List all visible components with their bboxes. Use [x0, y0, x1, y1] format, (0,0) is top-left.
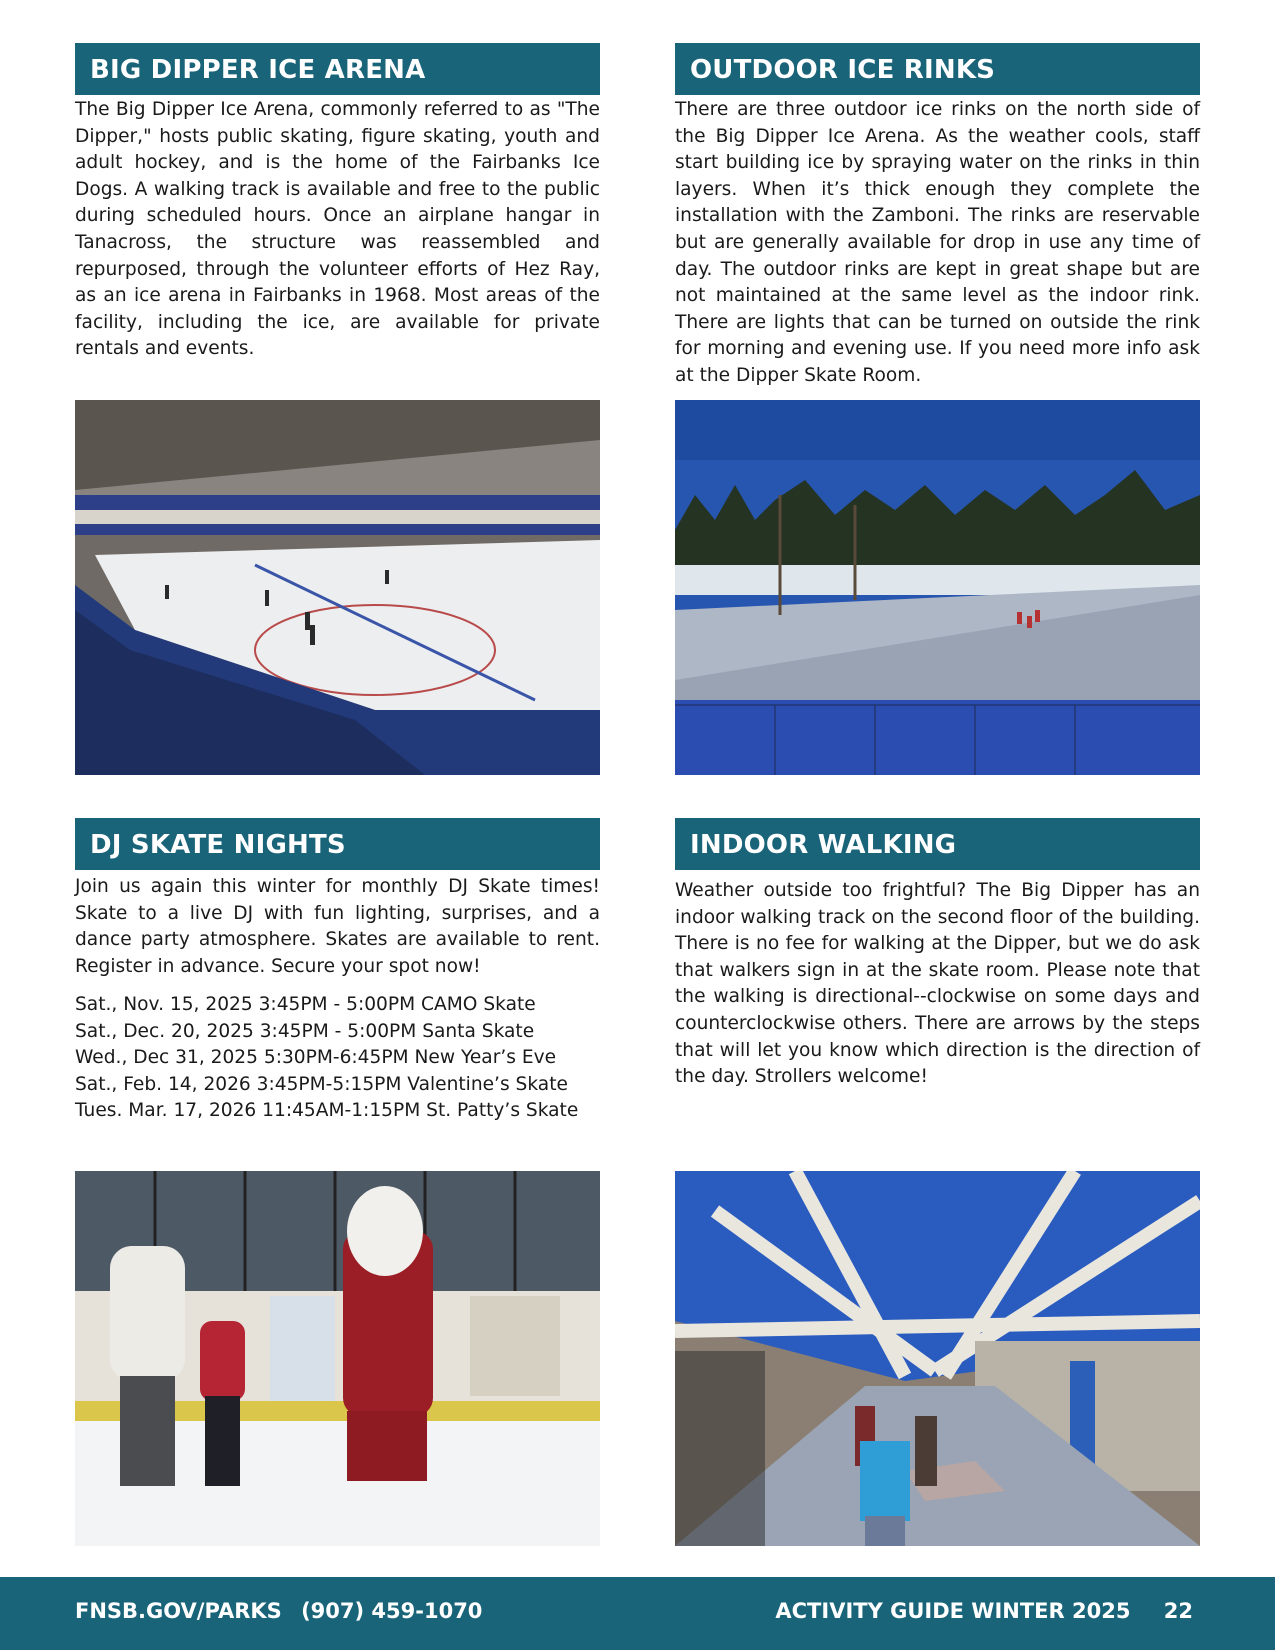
dj-skate-schedule [75, 992, 600, 1125]
footer-page-number: 22 [1163, 1599, 1193, 1623]
footer-guide-title: ACTIVITY GUIDE WINTER 2025 [775, 1599, 1131, 1623]
footer-guide-info [775, 1599, 1193, 1623]
dj-skate-description: Join us again this winter for monthly DJ Skate times! Skate to a live DJ with fun lighting, surprises, and a dance party atmosphere. Skates are available to rent. Register in advance. Secure your spot now! [75, 876, 600, 977]
big-dipper-description: The Big Dipper Ice Arena, commonly referred to as "The Dipper," hosts public skating, figure skating, youth and adult hockey, and is the home of the Fairbanks Ice Dogs. A walking track is available and free to the public during scheduled hours. Once an airplane hangar in Tanacross, the structure was reassembled and repurposed, through the volunteer efforts of Hez Ray, as an ice arena in Fairbanks in 1968. Most areas of the facility, including the ice, are available for private rentals and events. [75, 99, 600, 360]
footer-contact [75, 1599, 482, 1623]
section-title-outdoor-rinks: OUTDOOR ICE RINKS [675, 43, 1200, 95]
section-outdoor-rinks [675, 43, 1200, 390]
schedule-row: Sat., Dec. 20, 2025 3:45PM - 5:00PM Santa Skate [75, 1020, 535, 1042]
schedule-row: Wed., Dec 31, 2025 5:30PM-6:45PM New Year’s Eve [75, 1047, 557, 1069]
indoor-walking-photo [675, 1171, 1200, 1546]
section-big-dipper [75, 43, 600, 363]
schedule-row: Sat., Feb. 14, 2026 3:45PM-5:15PM Valentine’s Skate [75, 1073, 568, 1095]
outdoor-rink-photo [675, 400, 1200, 775]
outdoor-rinks-description: There are three outdoor ice rinks on the north side of the Big Dipper Ice Arena. As the weather cools, staff start building ice by spraying water on the rinks in thin layers. When it’s thick enough they complete the installation with the Zamboni. The rinks are reservable but are generally available for drop in use any time of day. The outdoor rinks are kept in great shape but are not maintained at the same level as the indoor rink. There are lights that can be turned on outside the rink for morning and evening use. If you need more info ask at the Dipper Skate Room. [675, 99, 1200, 386]
arena-interior-photo [75, 400, 600, 775]
footer-website[interactable]: FNSB.GOV/PARKS [75, 1599, 282, 1623]
santa-skate-photo [75, 1171, 600, 1546]
section-title-dj-skate: DJ SKATE NIGHTS [75, 818, 600, 870]
schedule-row: Tues. Mar. 17, 2026 11:45AM-1:15PM St. Patty’s Skate [75, 1100, 579, 1122]
schedule-row: Sat., Nov. 15, 2025 3:45PM - 5:00PM CAMO Skate [75, 994, 536, 1016]
section-indoor-walking [675, 818, 1200, 1091]
indoor-walking-description: Weather outside too frightful? The Big Dipper has an indoor walking track on the second floor of the building. There is no fee for walking at the Dipper, but we do ask that walkers sign in at the skate room. Please note that the walking is directional--clockwise on some days and counterclockwise others. There are arrows by the steps that will let you know which direction is the direction of the day. Strollers welcome! [675, 880, 1200, 1088]
footer-phone: (907) 459-1070 [301, 1599, 483, 1623]
section-title-big-dipper: BIG DIPPER ICE ARENA [75, 43, 600, 95]
section-dj-skate [75, 818, 600, 1125]
section-title-indoor-walking: INDOOR WALKING [675, 818, 1200, 870]
page-footer [0, 1577, 1275, 1650]
